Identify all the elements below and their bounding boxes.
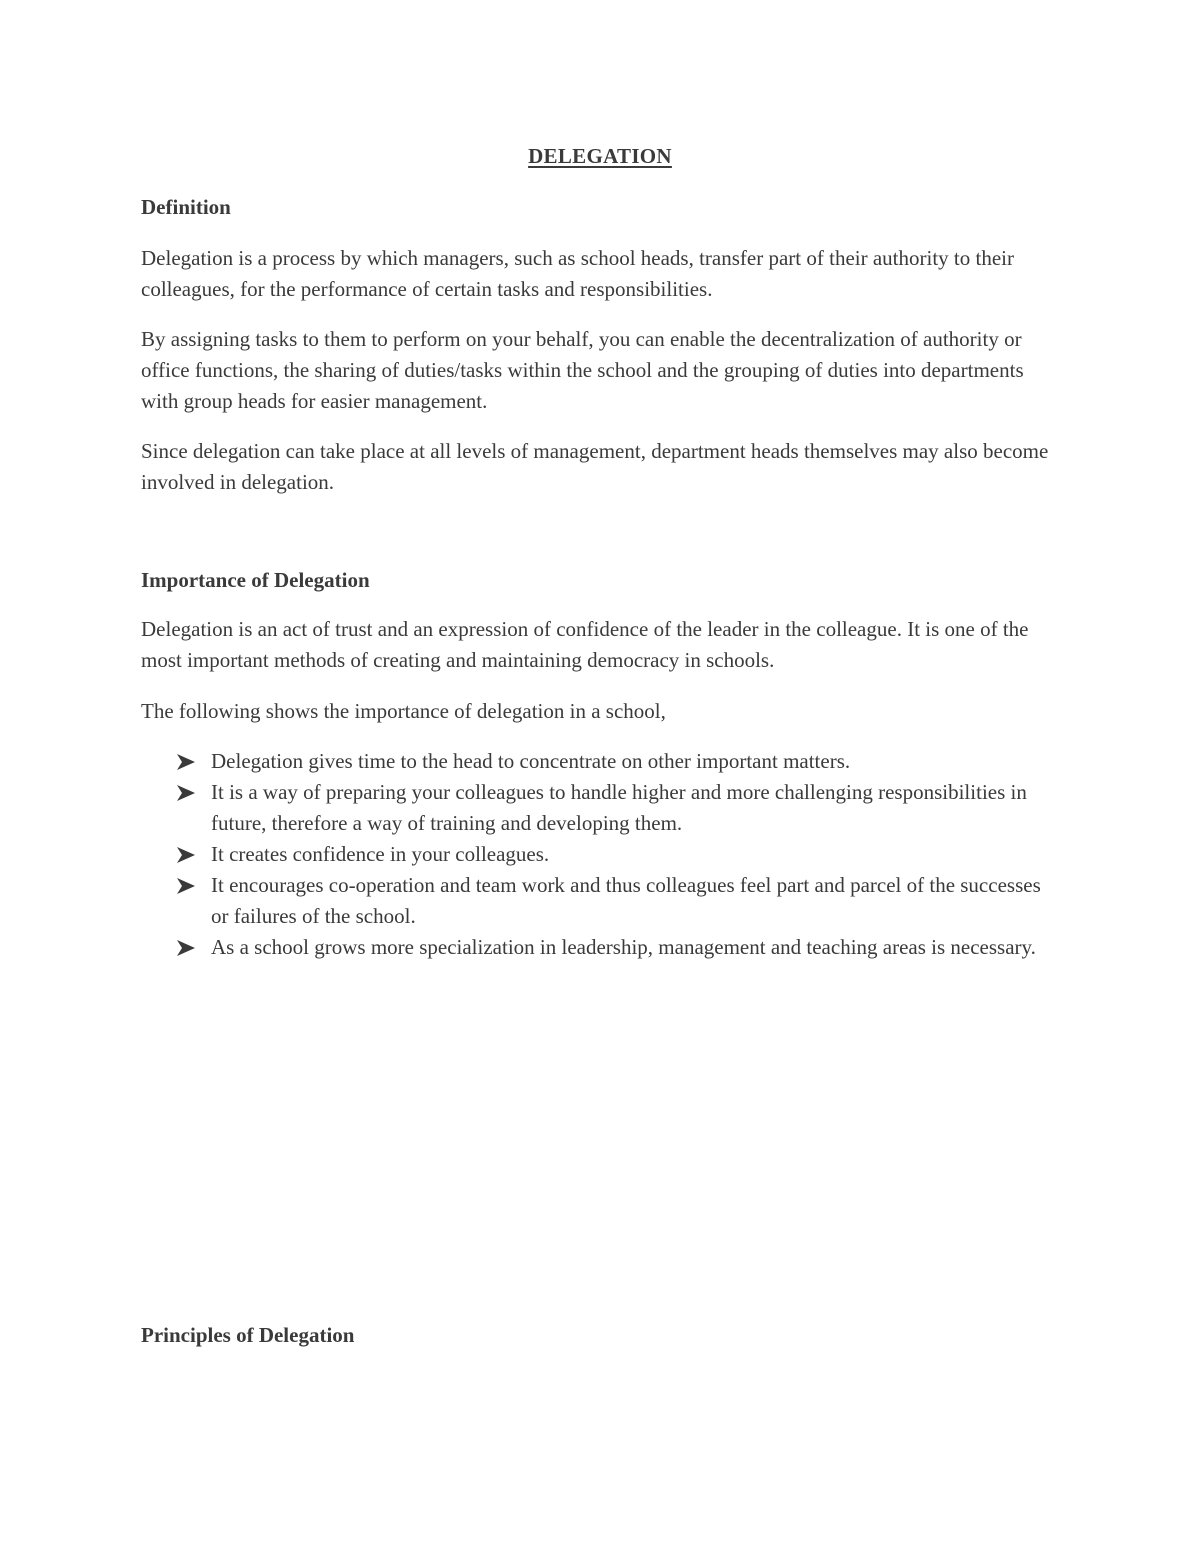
arrowhead-bullet-icon — [176, 876, 196, 896]
bullet-text: It creates confidence in your colleagues. — [211, 842, 550, 866]
definition-paragraph-3: Since delegation can take place at all levels of management, department heads themselves may also become involved in delegation. — [141, 439, 1049, 494]
list-item — [141, 746, 1061, 777]
definition-paragraph-1: Delegation is a process by which managers, such as school heads, transfer part of their authority to their colleagues, for the performance of certain tasks and responsibilities. — [141, 246, 1014, 301]
heading-definition: Definition — [141, 195, 231, 219]
heading-importance: Importance of Delegation — [141, 568, 370, 592]
document-title — [0, 141, 1200, 172]
bullet-text: It encourages co-operation and team work and thus colleagues feel part and parcel of the successes or failures of the school. — [211, 873, 1041, 928]
bullet-text: It is a way of preparing your colleagues to handle higher and more challenging responsibilities in future, therefore a way of training and developing them. — [211, 780, 1027, 835]
bullet-text: Delegation gives time to the head to concentrate on other important matters. — [211, 749, 851, 773]
list-item — [141, 932, 1061, 963]
list-item — [141, 839, 1061, 870]
heading-principles: Principles of Delegation — [141, 1323, 355, 1347]
list-item — [141, 870, 1061, 932]
definition-paragraph-2: By assigning tasks to them to perform on your behalf, you can enable the decentralization of authority or office functions, the sharing of duties/tasks within the school and the grouping of duties into departments with group heads for easier management. — [141, 327, 1024, 413]
importance-bullet-list — [141, 746, 1061, 963]
importance-paragraph-2: The following shows the importance of delegation in a school, — [141, 699, 666, 723]
arrowhead-bullet-icon — [176, 783, 196, 803]
importance-paragraph-1: Delegation is an act of trust and an expression of confidence of the leader in the colleague. It is one of the most important methods of creating and maintaining democracy in schools. — [141, 617, 1029, 672]
list-item — [141, 777, 1061, 839]
arrowhead-bullet-icon — [176, 938, 196, 958]
arrowhead-bullet-icon — [176, 845, 196, 865]
document-title-text: DELEGATION — [528, 144, 672, 168]
bullet-text: As a school grows more specialization in leadership, management and teaching areas is necessary. — [211, 935, 1036, 959]
arrowhead-bullet-icon — [176, 752, 196, 772]
